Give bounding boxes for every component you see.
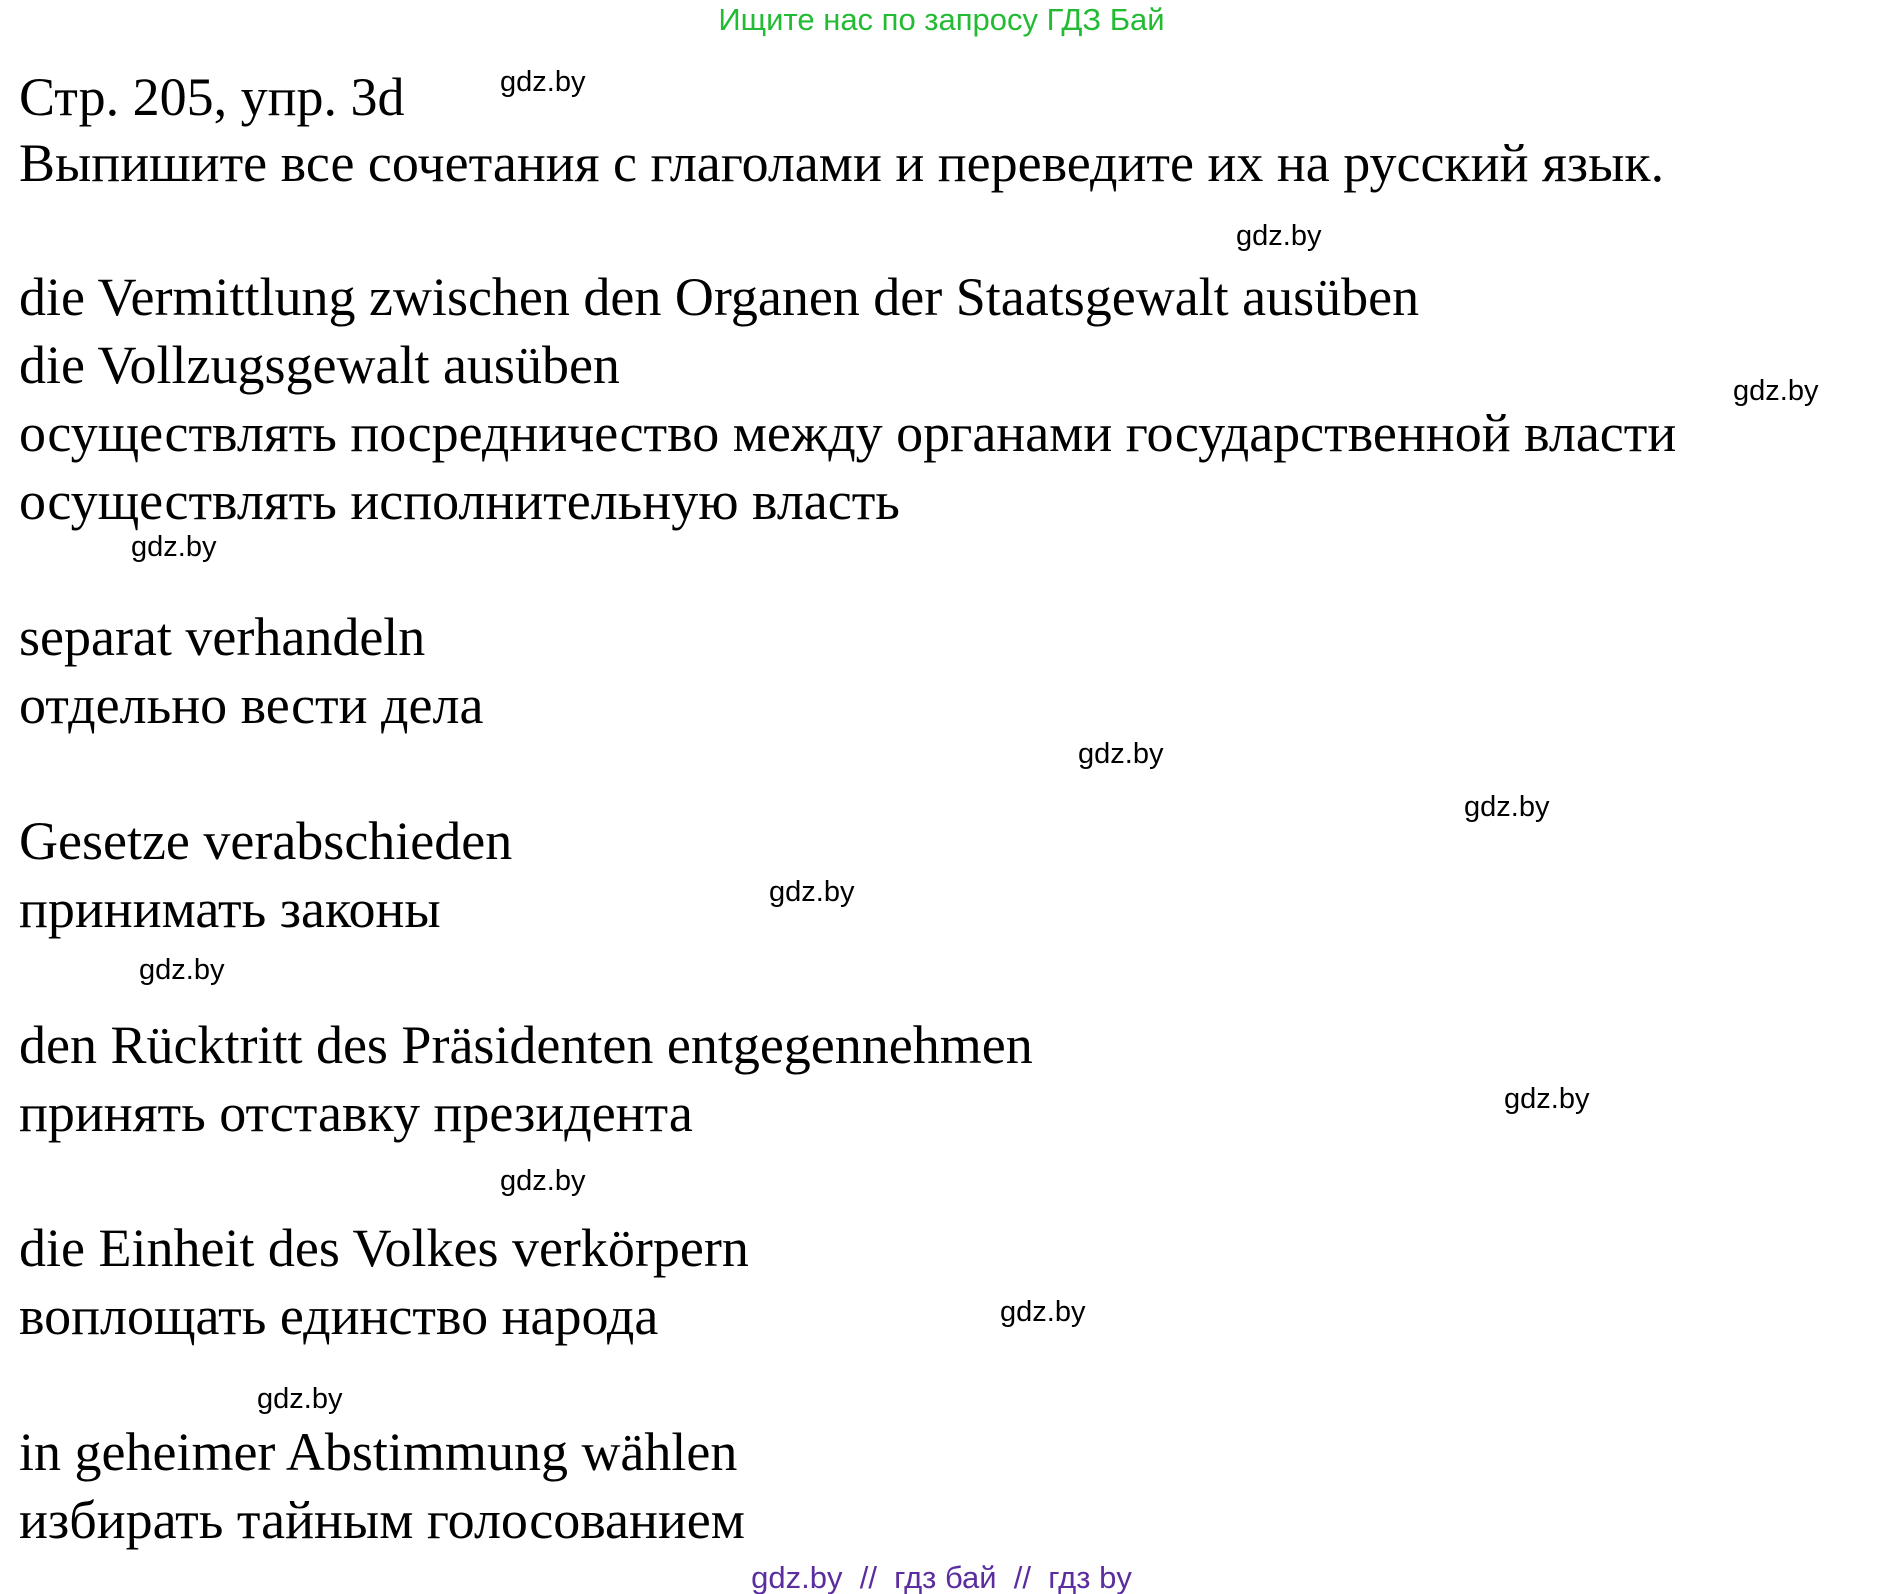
phrase-line: воплощать единство народа	[19, 1286, 659, 1346]
phrase-line: die Einheit des Volkes verkörpern	[19, 1218, 749, 1278]
watermark: gdz.by	[500, 1165, 586, 1197]
phrase-line: избирать тайным голосованием	[19, 1490, 745, 1550]
bottom-banner: gdz.by // гдз бай // гдз by	[751, 1560, 1132, 1594]
top-banner: Ищите нас по запросу ГДЗ Бай	[718, 2, 1165, 37]
task-instruction: Выпишите все сочетания с глаголами и переведите их на русский язык.	[19, 133, 1665, 193]
watermark: gdz.by	[1504, 1083, 1590, 1115]
phrase-line: die Vollzugsgewalt ausüben	[19, 335, 620, 395]
watermark: gdz.by	[1000, 1296, 1086, 1328]
watermark: gdz.by	[139, 954, 225, 986]
watermark: gdz.by	[131, 531, 217, 563]
phrase-line: die Vermittlung zwischen den Organen der Staatsgewalt ausüben	[19, 267, 1420, 327]
watermark: gdz.by	[1464, 791, 1550, 823]
phrase-line: in geheimer Abstimmung wählen	[19, 1422, 738, 1482]
phrase-line: Gesetze verabschieden	[19, 811, 513, 871]
phrase-line: принимать законы	[19, 879, 441, 939]
watermark: gdz.by	[257, 1383, 343, 1415]
watermark: gdz.by	[500, 66, 586, 98]
watermark: gdz.by	[769, 876, 855, 908]
phrase-line: принять отставку президента	[19, 1083, 693, 1143]
phrase-line: осуществлять посредничество между органами государственной власти	[19, 403, 1677, 463]
watermark: gdz.by	[1236, 220, 1322, 252]
phrase-line: осуществлять исполнительную власть	[19, 471, 900, 531]
exercise-reference: Стр. 205, упр. 3d	[19, 67, 405, 127]
phrase-line: separat verhandeln	[19, 607, 426, 667]
watermark: gdz.by	[1078, 738, 1164, 770]
phrase-line: отдельно вести дела	[19, 675, 484, 735]
phrase-line: den Rücktritt des Präsidenten entgegennehmen	[19, 1015, 1033, 1075]
watermark: gdz.by	[1733, 375, 1819, 407]
